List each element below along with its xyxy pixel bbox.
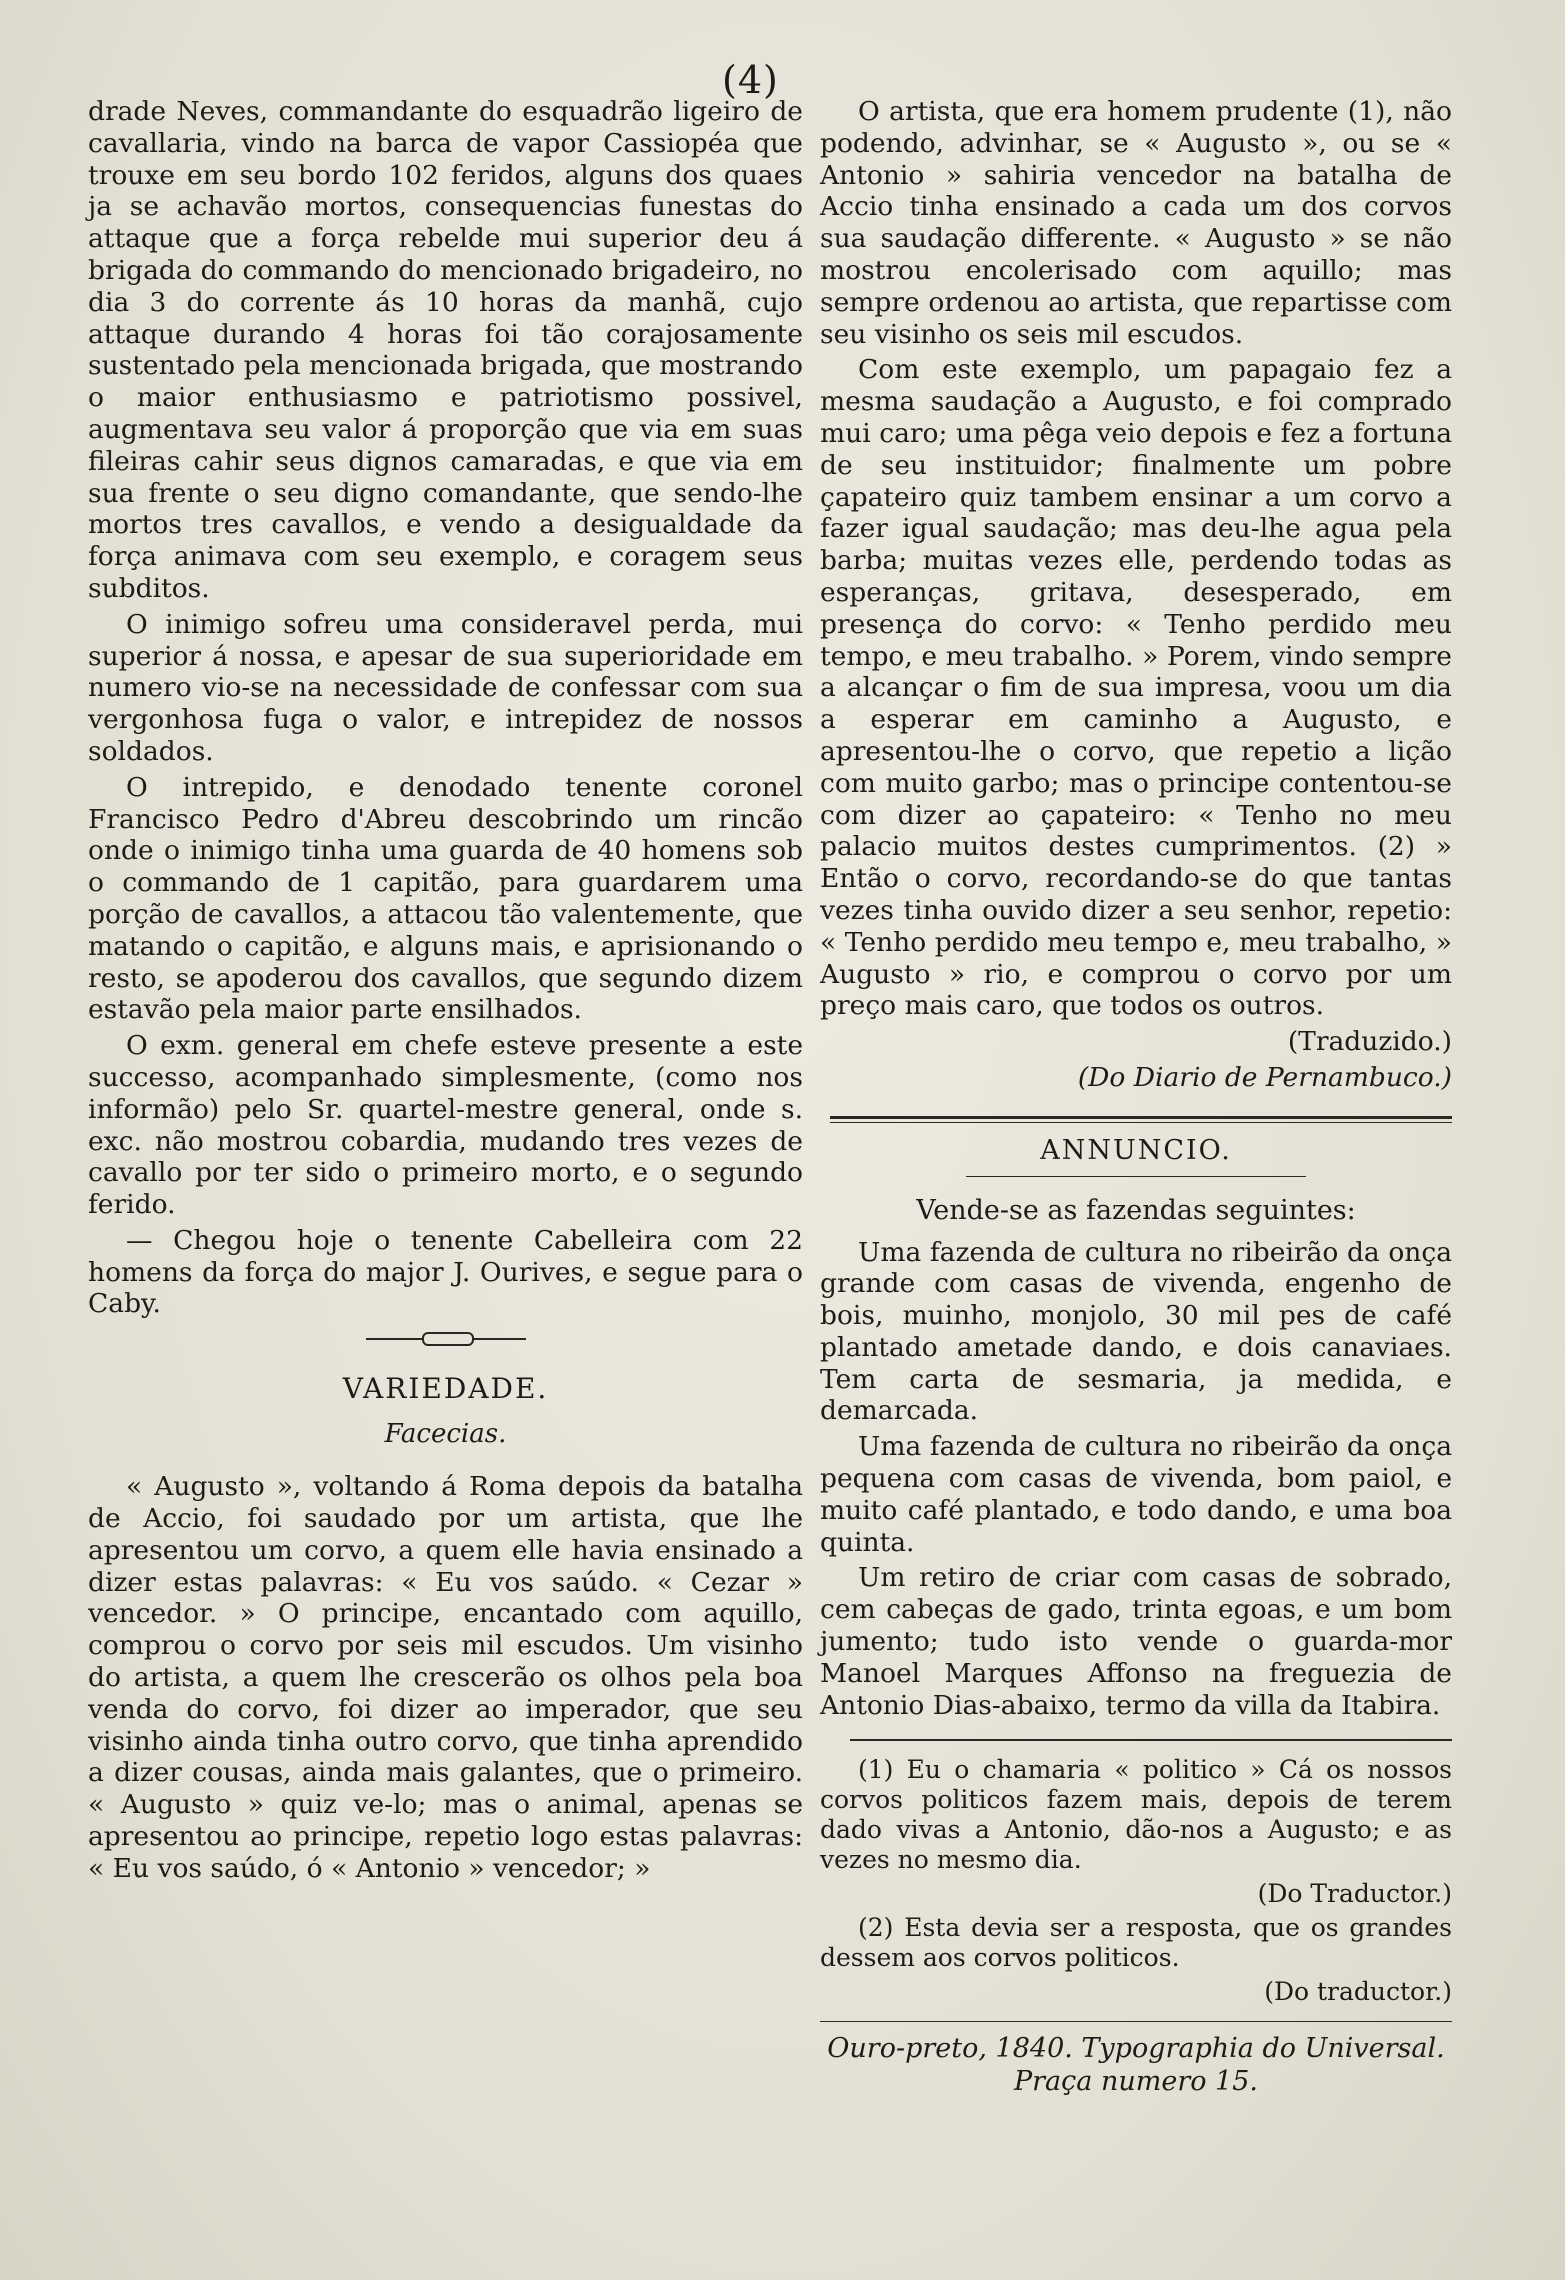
story-paragraph: « Augusto », voltando á Roma depois da batalha de Accio, foi saudado por um artista, que lhe apresentou um corvo, a quem elle havia ensinado a dizer estas palavras: « Eu vos saúdo. « Cezar » vencedor. » O principe, encantado com aquillo, comprou o corvo por seis mil escudos. Um visinho do artista, a quem lhe crescerão os olhos pela boa venda do corvo, foi dizer ao imperador, que seu visinho ainda tinha outro corvo, que tinha aprendido a dizer cousas, ainda mais galantes, que o primeiro. « Augusto » quiz ve-lo; mas o animal, apenas se apresentou ao principe, repetio logo estas palavras: « Eu vos saúdo, ó « Antonio » vencedor; » <box>88 1471 803 1884</box>
announcement-item: Um retiro de criar com casas de sobrado, cem cabeças de gado, trinta egoas, e um bom jumento; tudo isto vende o guarda-mor Manoel Marques Affonso na freguezia de Antonio Dias-abaixo, termo da villa da Itabira. <box>820 1562 1452 1721</box>
page-number: (4) <box>722 58 779 102</box>
left-column <box>88 96 803 1885</box>
translated-note: (Traduzido.) <box>1287 1026 1452 1058</box>
footnote-1-signature: (Do Traductor.) <box>1257 1879 1452 1909</box>
story-paragraph: O artista, que era homem prudente (1), não podendo, advinhar, se « Augusto », ou se « Antonio » sahiria vencedor na batalha de Accio tinha ensinado a cada um dos corvos sua saudação differente. « Augusto » se não mostrou encolerisado com aquillo; mas sempre ordenou ao artista, que repartisse com seu visinho os seis mil escudos. <box>820 96 1452 350</box>
announcement-lead: Vende-se as fazendas seguintes: <box>916 1194 1356 1226</box>
footnote-2-signature: (Do traductor.) <box>1264 1977 1452 2007</box>
double-rule <box>830 1116 1452 1123</box>
source-credit: (Do Diario de Pernambuco.) <box>1077 1061 1452 1093</box>
announcement-item: Uma fazenda de cultura no ribeirão da onça pequena com casas de vivenda, bom paiol, e muito café plantado, e todo dando, e uma boa quinta. <box>820 1431 1452 1558</box>
article-paragraph: O inimigo sofreu uma consideravel perda, mui superior á nossa, e apesar de sua superioridade em numero vio-se na necessidade de confessar com sua vergonhosa fuga o valor, e intrepidez de nossos soldados. <box>88 608 803 767</box>
section-title: VARIEDADE. <box>342 1372 549 1406</box>
footnote-2: (2) Esta devia ser a resposta, que os grandes dessem aos corvos politicos. <box>820 1913 1452 1973</box>
announcement-item: Uma fazenda de cultura no ribeirão da onça grande com casas de vivenda, engenho de bois, muinho, monjolo, 30 mil pes de café plantado ametade dando, e dois canaviaes. Tem carta de sesmaria, ja medida, e demarcada. <box>820 1236 1452 1427</box>
ornamental-rule <box>366 1338 526 1356</box>
story-paragraph: Com este exemplo, um papagaio fez a mesma saudação a Augusto, e foi comprado mui caro; uma pêga veio depois e fez a fortuna de seu instituidor; finalmente um pobre çapateiro quiz tambem ensinar a um corvo a fazer igual saudação; mas deu-lhe agua pela barba; muitas vezes elle, perdendo todas as esperanças, gritava, desesperado, em presença do corvo: « Tenho perdido meu tempo, e meu trabalho. » Porem, vindo sempre a alcançar o fim de sua impresa, voou um dia a esperar em caminho a Augusto, e apresentou-lhe o corvo, que repetio a lição com muito garbo; mas o principe contentou-se com dizer ao çapateiro: « Tenho no meu palacio muitos destes cumprimentos. (2) » Então o corvo, recordando-se do que tantas vezes tinha ouvido dizer a seu senhor, repetio: « Tenho perdido meu tempo e, meu trabalho, » Augusto » rio, e comprou o corvo por um preço mais caro, que todos os outros. <box>820 354 1452 1022</box>
footnote-rule <box>850 1739 1452 1741</box>
imprint-line-1: Ouro-preto, 1840. Typographia do Universal. <box>827 2033 1445 2065</box>
footnote-1: (1) Eu o chamaria « politico » Cá os nossos corvos politicos fazem mais, depois de terem dado vivas a Antonio, dão-nos a Augusto; e as vezes no mesmo dia. <box>820 1755 1452 1875</box>
footnotes <box>820 1755 1452 2007</box>
section-subtitle: Facecias. <box>384 1419 507 1450</box>
article-paragraph: — Chegou hoje o tenente Cabelleira com 22 homens da força do major J. Ourives, e segue para o Caby. <box>88 1224 803 1320</box>
right-column <box>820 96 1452 2098</box>
imprint <box>820 2021 1452 2098</box>
article-paragraph: O exm. general em chefe esteve presente a este successo, acompanhado simplesmente, (como nos informão) pelo Sr. quartel-mestre general, onde s. exc. não mostrou cobardia, mudando tres vezes de cavallo por ter sido o primeiro morto, e o segundo ferido. <box>88 1030 803 1221</box>
short-rule <box>966 1176 1306 1177</box>
imprint-line-2: Praça numero 15. <box>1013 2066 1258 2098</box>
article-paragraph: drade Neves, commandante do esquadrão ligeiro de cavallaria, vindo na barca de vapor Cassiopéa que trouxe em seu bordo 102 feridos, alguns dos quaes ja se achavão mortos, consequencias funestas do attaque que a força rebelde mui superior deu á brigada do commando do mencionado brigadeiro, no dia 3 do corrente ás 10 horas da manhã, cujo attaque durando 4 horas foi tão corajosamente sustentado pela mencionada brigada, que mostrando o maior enthusiasmo e patriotismo possivel, augmentava seu valor á proporção que via em suas fileiras cahir seus dignos camaradas, e que via em sua frente o seu digno comandante, que sendo-lhe mortos tres cavallos, e vendo a desigualdade da força animava com seu exemplo, e coragem seus subditos. <box>88 96 803 604</box>
article-paragraph: O intrepido, e denodado tenente coronel Francisco Pedro d'Abreu descobrindo um rincão onde o inimigo tinha uma guarda de 40 homens sob o commando de 1 capitão, para guardarem uma porção de cavallos, a attacou tão valentemente, que matando o capitão, e alguns mais, e aprisionando o resto, se apoderou dos cavallos, que segundo dizem estavão pela maior parte ensilhados. <box>88 771 803 1026</box>
announcement-title: ANNUNCIO. <box>1040 1134 1232 1166</box>
